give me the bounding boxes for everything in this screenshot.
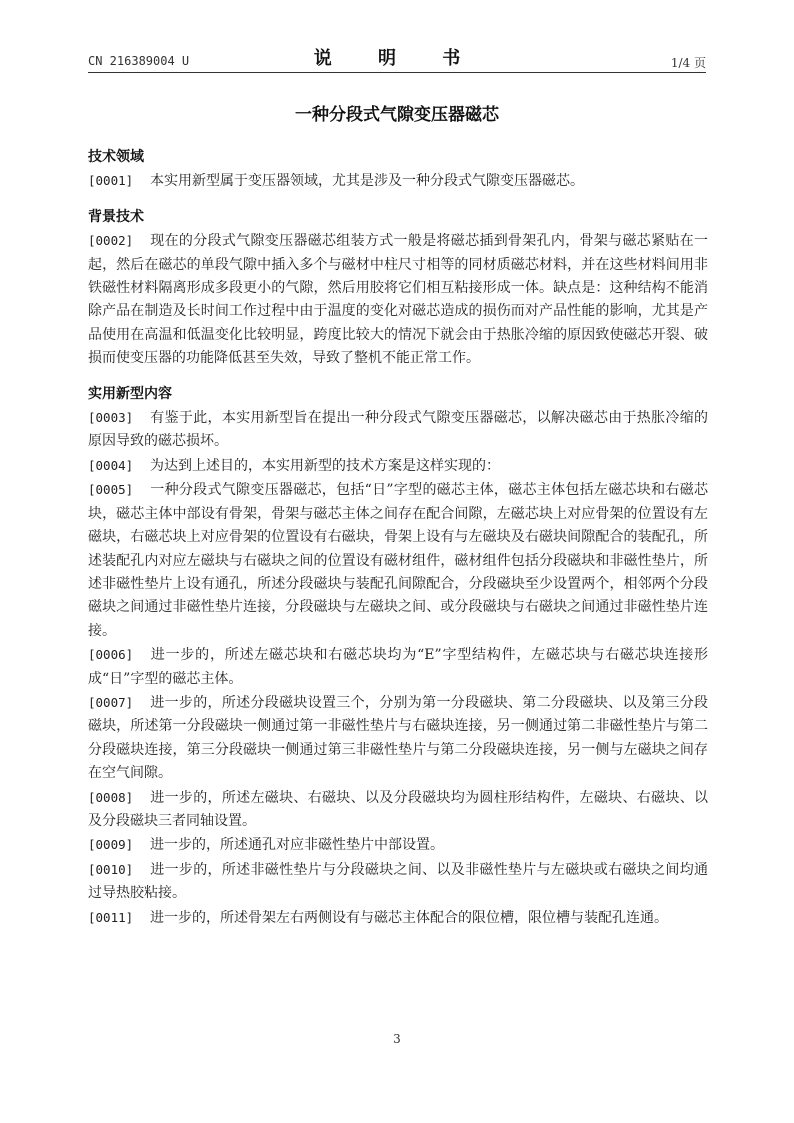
paragraph	[88, 786, 708, 834]
header-divider	[88, 72, 706, 73]
paragraph-text: 一种分段式气隙变压器磁芯，包括“日”字型的磁芯主体，磁芯主体包括左磁芯块和右磁芯块，磁芯主体中部设有骨架，骨架与磁芯主体之间存在配合间隙，左磁芯块上对应骨架的位置设有左磁块，右磁芯块上对应骨架的位置设有右磁块，骨架上设有与左磁块及右磁块间隙配合的装配孔，所述装配孔内对应左磁块与右磁块之间的位置设有磁材组件，磁材组件包括分段磁块和非磁性垫片，所述非磁性垫片上设有通孔，所述分段磁块与装配孔间隙配合，分段磁块至少设置两个，相邻两个分段磁块之间通过非磁性垫片连接，分段磁块与左磁块之间、或分段磁块与右磁块之间通过非磁性垫片连接。	[88, 482, 708, 639]
document-title: 一种分段式气隙变压器磁芯	[295, 105, 499, 125]
paragraph-text: 本实用新型属于变压器领域，尤其是涉及一种分段式气隙变压器磁芯。	[150, 173, 584, 190]
paragraph	[88, 406, 708, 454]
paragraph	[88, 643, 708, 691]
page-number: 3	[393, 1032, 401, 1046]
paragraph-number: [0003]	[88, 410, 134, 426]
paragraph-text: 进一步的，所述非磁性垫片与分段磁块之间、以及非磁性垫片与左磁块或右磁块之间均通过导热胶粘接。	[88, 861, 708, 902]
paragraph-text: 进一步的，所述通孔对应非磁性垫片中部设置。	[150, 837, 444, 854]
paragraph-text: 有鉴于此，本实用新型旨在提出一种分段式气隙变压器磁芯，以解决磁芯由于热胀冷缩的原因导致的磁芯损坏。	[88, 410, 708, 450]
paragraph	[88, 906, 708, 930]
header-section-title: 说 明 书	[313, 48, 481, 69]
section-heading: 实用新型内容	[88, 385, 172, 402]
paragraph-text: 现在的分段式气隙变压器磁芯组装方式一般是将磁芯插到骨架孔内，骨架与磁芯紧贴在一起，然后在磁芯的单段气隙中插入多个与磁材中柱尺寸相等的同材质磁芯材料，并在这些材料间用非铁磁性材料隔离形成多段更小的气隙，然后用胶将它们相互粘接形成一体。缺点是：这种结构不能消除产品在制造及长时间工作过程中由于温度的变化对磁芯造成的损伤而对产品性能的影响，尤其是产品使用在高温和低温变化比较明显，跨度比较大的情况下就会由于热胀冷缩的原因致使磁芯开裂、破损而使变压器的功能降低甚至失效，导致了整机不能正常工作。	[88, 233, 708, 367]
paragraph-number: [0005]	[88, 482, 134, 498]
paragraph	[88, 858, 708, 906]
paragraph	[88, 454, 708, 478]
paragraph-number: [0001]	[88, 173, 134, 189]
paragraph-number: [0006]	[88, 647, 134, 663]
section-heading: 技术领域	[88, 149, 144, 165]
paragraph-text: 进一步的，所述左磁芯块和右磁芯块均为“E”字型结构件，左磁芯块与右磁芯块连接形成“日”字型的磁芯主体。	[88, 647, 708, 687]
paragraph	[88, 691, 708, 786]
paragraph	[88, 229, 708, 370]
section-utility-content	[88, 383, 708, 930]
page-header	[88, 42, 706, 72]
paragraph-number: [0007]	[88, 694, 134, 710]
document-body	[88, 146, 708, 942]
section-technical-field	[88, 146, 708, 194]
paragraph-number: [0008]	[88, 789, 134, 805]
document-id: CN 216389004 U	[88, 54, 190, 68]
paragraph-text: 进一步的，所述分段磁块设置三个，分别为第一分段磁块、第二分段磁块、以及第三分段磁块，所述第一分段磁块一侧通过第一非磁性垫片与右磁块连接，另一侧通过第二非磁性垫片与第二分段磁块连接，第三分段磁块一侧通过第三非磁性垫片与第二分段磁块连接，另一侧与左磁块之间存在空气间隙。	[88, 694, 708, 782]
paragraph-number: [0011]	[88, 909, 134, 925]
paragraph-number: [0010]	[88, 861, 134, 877]
paragraph-text: 进一步的，所述左磁块、右磁块、以及分段磁块均为圆柱形结构件，左磁块、右磁块、以及分段磁块三者同轴设置。	[88, 789, 708, 829]
section-background	[88, 206, 708, 371]
paragraph	[88, 478, 708, 643]
paragraph-number: [0009]	[88, 837, 134, 853]
paragraph-text: 为达到上述目的，本实用新型的技术方案是这样实现的：	[150, 457, 500, 474]
section-heading: 背景技术	[88, 208, 144, 225]
paragraph-number: [0004]	[88, 457, 134, 473]
paragraph	[88, 169, 708, 193]
paragraph-text: 进一步的，所述骨架左右两侧设有与磁芯主体配合的限位槽，限位槽与装配孔连通。	[150, 909, 668, 926]
paragraph	[88, 833, 708, 857]
page-info: 1/4 页	[670, 56, 706, 70]
paragraph-number: [0002]	[88, 233, 134, 249]
